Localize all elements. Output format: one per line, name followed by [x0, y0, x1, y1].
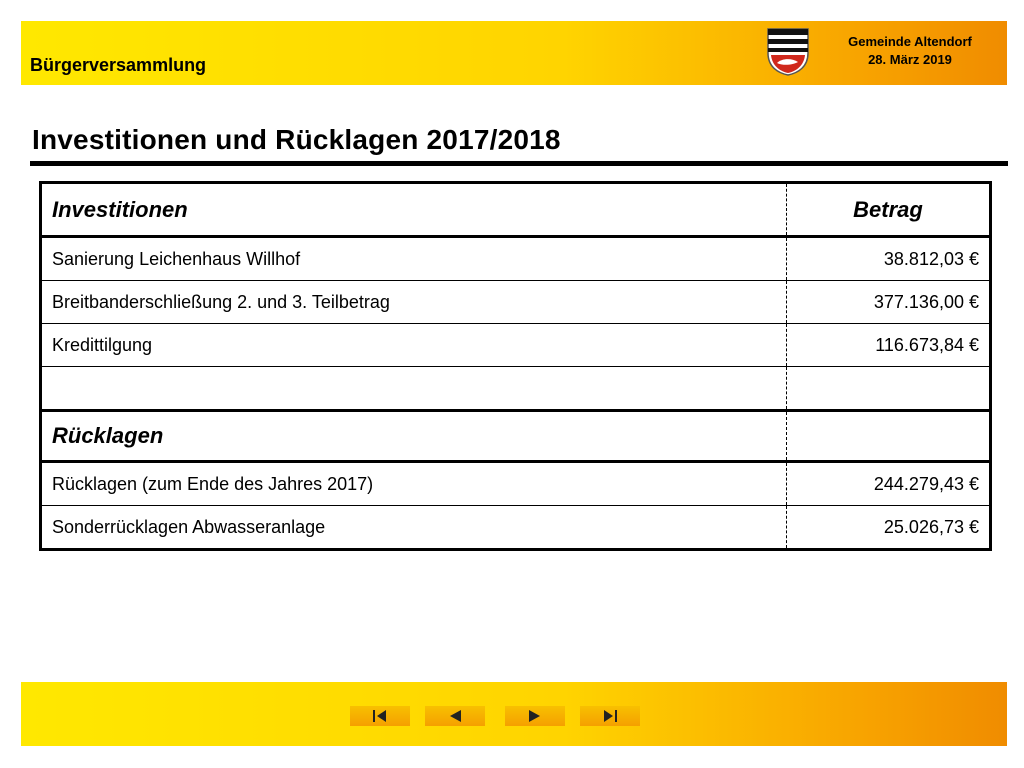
item-amount: 244.279,43 € — [787, 462, 991, 506]
previous-slide-icon — [446, 709, 464, 723]
last-slide-button[interactable] — [580, 706, 640, 726]
item-amount: 38.812,03 € — [787, 237, 991, 281]
investments-reserves-table — [39, 181, 992, 551]
item-amount: 116.673,84 € — [787, 324, 991, 367]
page-title: Investitionen und Rücklagen 2017/2018 — [32, 124, 561, 155]
table-row — [41, 462, 991, 506]
section-header-row — [41, 411, 991, 462]
next-slide-icon — [526, 709, 544, 723]
header-band — [21, 21, 1007, 85]
item-amount: 25.026,73 € — [883, 516, 979, 537]
column-header-investments: Investitionen — [41, 183, 787, 237]
last-slide-icon — [601, 709, 619, 723]
table-row — [41, 237, 991, 281]
table-header-row — [41, 183, 991, 237]
municipal-coat-of-arms-icon — [766, 27, 810, 77]
presentation-date: 28. März 2019 — [868, 52, 952, 67]
item-label: Sonderrücklagen Abwasseranlage — [41, 506, 787, 550]
table-row — [41, 506, 991, 550]
first-slide-button[interactable] — [350, 706, 410, 726]
item-label: Kredittilgung — [41, 324, 787, 367]
next-slide-button[interactable] — [505, 706, 565, 726]
item-label: Sanierung Leichenhaus Willhof — [41, 237, 787, 281]
municipality-name: Gemeinde Altendorf — [848, 34, 972, 49]
table-row — [41, 324, 991, 367]
slide-navigation — [350, 706, 640, 726]
section-header-amount-empty — [787, 411, 991, 462]
item-amount: 377.136,00 € — [787, 281, 991, 324]
municipality-date-block — [833, 33, 987, 69]
section-header-reserves: Rücklagen — [41, 411, 787, 462]
title-underline — [30, 161, 1008, 166]
previous-slide-button[interactable] — [425, 706, 485, 726]
item-label — [41, 367, 787, 411]
table-row — [41, 281, 991, 324]
table-row-empty — [41, 367, 991, 411]
item-label: Rücklagen (zum Ende des Jahres 2017) — [41, 462, 787, 506]
event-title: Bürgerversammlung — [30, 55, 207, 75]
first-slide-icon — [371, 709, 389, 723]
column-header-amount: Betrag — [787, 183, 991, 237]
item-amount — [787, 367, 991, 411]
item-label: Breitbanderschließung 2. und 3. Teilbetrag — [41, 281, 787, 324]
